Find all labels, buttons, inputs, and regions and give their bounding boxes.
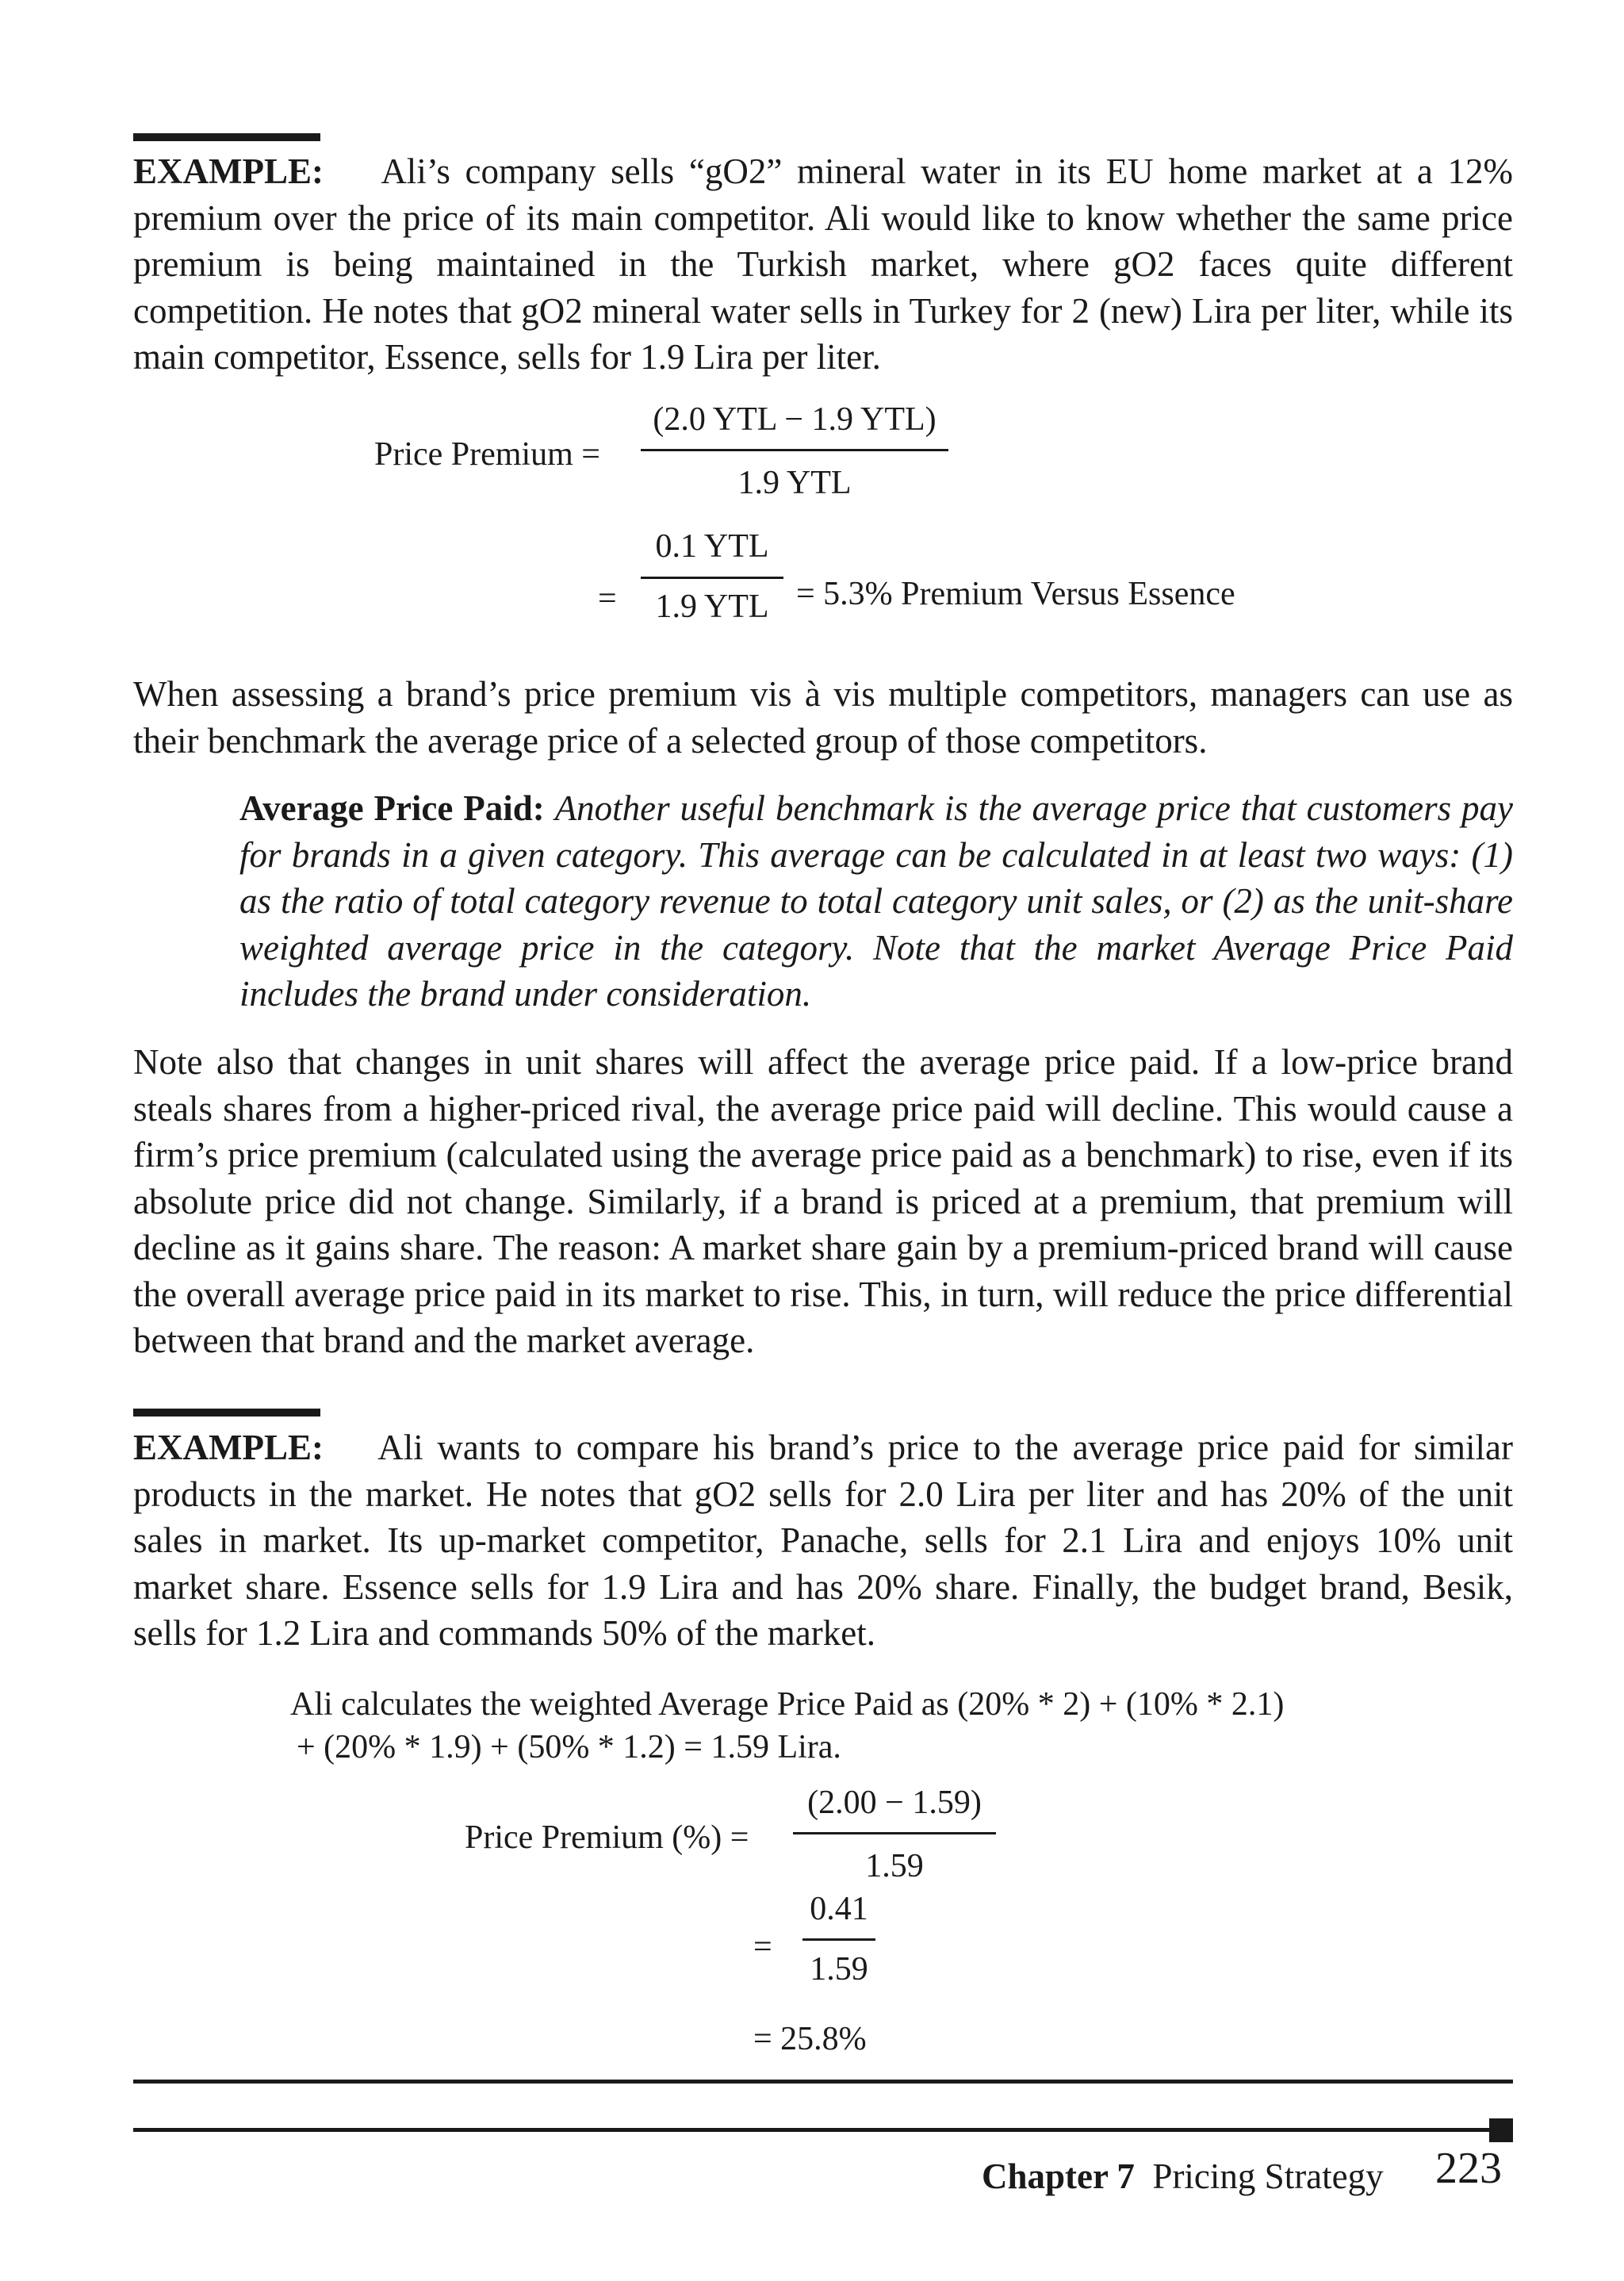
formula-2-fraction-2 (802, 1889, 875, 1992)
calc-line-2: + (20% * 1.9) + (50% * 1.2) = 1.59 Lira. (297, 1729, 841, 1765)
formula-1-fraction-2 (641, 527, 783, 630)
formula-2-numerator-1: (2.00 − 1.59) (807, 1785, 982, 1821)
footer-chapter-label: Chapter 7 (982, 2156, 1135, 2196)
fraction-bar (793, 1832, 996, 1834)
formula-2-denominator-2: 1.59 (810, 1951, 868, 1988)
paragraph-1: When assessing a brand’s price premium vis à vis multiple competitors, managers can use as their benchmark the average price of a selected group of those competitors. (133, 674, 1513, 761)
footer-rule (133, 2128, 1496, 2132)
definition-text: Another useful benchmark is the average price that customers pay for brands in a given category. This average can be calculated in at least two ways: (1) as the ratio of total category revenue to total category unit sales, or (2) as the unit-share weighted average price in the category. Note that the market Average Price Paid includes the brand under consideration. (239, 788, 1513, 1014)
formula-1-numerator-2: 0.1 YTL (655, 528, 769, 565)
page-number: 223 (1435, 2144, 1502, 2193)
definition-average-price-paid (239, 785, 1513, 1018)
example-label: EXAMPLE: (133, 151, 324, 191)
formula-2-numerator-2: 0.41 (810, 1891, 868, 1927)
example-label: EXAMPLE: (133, 1428, 324, 1467)
fraction-bar (641, 577, 783, 579)
running-footer (982, 2156, 1384, 2197)
formula-1-lhs: Price Premium = (374, 436, 600, 473)
formula-2-denominator-1: 1.59 (865, 1848, 924, 1884)
formula-1-result: = 5.3% Premium Versus Essence (796, 576, 1235, 612)
footer-square-marker (1489, 2118, 1513, 2142)
example-2-text: Ali wants to compare his brand’s price to the average price paid for similar products in the market. He notes that gO2 sells for 2.0 Lira per liter and has 20% of the unit sales in market. Its up-market competitor, Panache, sells for 2.1 Lira and enjoys 10% unit market share. Essence sells for 1.9 Lira and has 20% share. Finally, the budget brand, Besik, sells for 1.2 Lira and commands 50% of the market. (133, 1428, 1513, 1653)
formula-1-fraction-1 (641, 400, 948, 503)
example-rule (133, 133, 320, 141)
calc-line-1: Ali calculates the weighted Average Price Paid as (20% * 2) + (10% * 2.1) (290, 1686, 1285, 1723)
formula-2-lhs: Price Premium (%) = (465, 1819, 749, 1856)
example-end-rule (133, 2080, 1513, 2084)
formula-2-fraction-1 (793, 1783, 996, 1886)
formula-1-numerator-1: (2.0 YTL − 1.9 YTL) (653, 401, 936, 438)
fraction-bar (802, 1938, 875, 1941)
example-rule (133, 1409, 320, 1417)
footer-chapter-title: Pricing Strategy (1152, 2156, 1384, 2196)
formula-1-equals: = (598, 581, 617, 617)
formula-2-result: = 25.8% (753, 2021, 867, 2057)
formula-1-denominator-2: 1.9 YTL (655, 588, 769, 625)
example-1-text: Ali’s company sells “gO2” mineral water in its EU home market at a 12% premium over the price of its main competitor. Ali would like to know whether the same price premium is being maintained in the Turkish market, where gO2 faces quite different competition. He notes that gO2 mineral water sells in Turkey for 2 (new) Lira per liter, while its main competitor, Essence, sells for 1.9 Lira per liter. (133, 151, 1513, 377)
formula-1-denominator-1: 1.9 YTL (737, 465, 852, 501)
fraction-bar (641, 449, 948, 451)
formula-2-equals: = (753, 1929, 772, 1965)
definition-term: Average Price Paid: (239, 788, 545, 828)
paragraph-2: Note also that changes in unit shares will affect the average price paid. If a low-price brand steals shares from a higher-priced rival, the average price paid will decline. This would cause a firm’s price premium (calculated using the average price paid as a benchmark) to rise, even if its absolute price did not change. Similarly, if a brand is priced at a premium, that premium will decline as it gains share. The reason: A market share gain by a premium-priced brand will cause the overall average price paid in its market to rise. This, in turn, will reduce the price differential between that brand and the market average. (133, 1042, 1513, 1360)
example-2 (133, 1424, 1513, 1657)
example-1 (133, 148, 1513, 381)
